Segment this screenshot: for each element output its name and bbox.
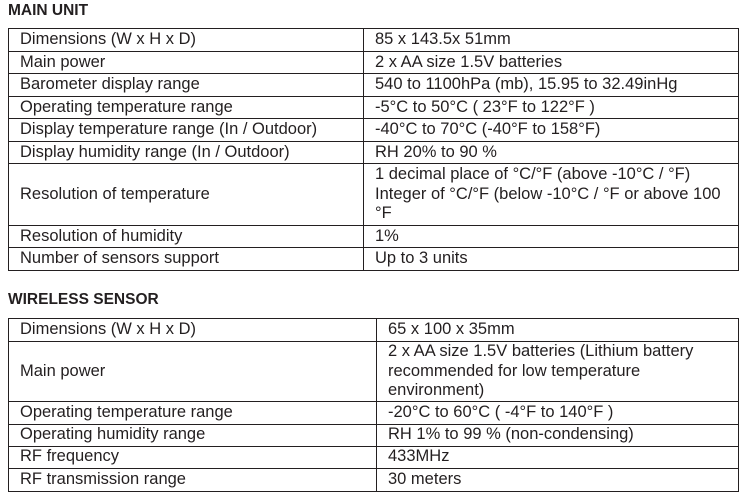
table-row [9,319,739,342]
table-row [9,424,739,446]
spec-label: Barometer display range [9,74,364,97]
table-row [9,74,739,97]
table-row [9,29,739,52]
wireless-sensor-heading: WIRELESS SENSOR [8,291,159,308]
spec-value: RH 1% to 99 % (non-condensing) [377,424,739,446]
spec-label: Resolution of temperature [9,164,364,226]
spec-label: RF frequency [9,446,377,468]
spec-value: -20°C to 60°C ( -4°F to 140°F ) [377,401,739,424]
spec-label: Main power [9,342,377,402]
table-row [9,226,739,248]
spec-label: Operating temperature range [9,97,364,119]
spec-value: 540 to 1100hPa (mb), 15.95 to 32.49inHg [364,74,739,97]
spec-label: RF transmission range [9,468,377,491]
spec-value: RH 20% to 90 % [364,142,739,164]
spec-value: 30 meters [377,468,739,491]
spec-value: 65 x 100 x 35mm [377,319,739,342]
table-row [9,248,739,271]
table-row [9,468,739,491]
spec-label: Display humidity range (In / Outdoor) [9,142,364,164]
spec-label: Operating humidity range [9,424,377,446]
spec-value: -5°C to 50°C ( 23°F to 122°F ) [364,97,739,119]
spec-value: 1 decimal place of °C/°F (above -10°C / °F) Integer of °C/°F (below -10°C / °F or above 100 °F [364,164,739,226]
main-unit-spec-table [8,28,739,271]
spec-label: Number of sensors support [9,248,364,271]
table-row [9,142,739,164]
main-unit-heading: MAIN UNIT [8,2,89,19]
table-row [9,446,739,468]
table-row [9,401,739,424]
wireless-sensor-spec-table [8,318,739,492]
spec-label: Main power [9,52,364,74]
spec-value: 1% [364,226,739,248]
spec-value: 433MHz [377,446,739,468]
spec-value: 2 x AA size 1.5V batteries [364,52,739,74]
spec-value: Up to 3 units [364,248,739,271]
table-row [9,119,739,142]
spec-value: 2 x AA size 1.5V batteries (Lithium battery recommended for low temperature environment) [377,342,739,402]
table-row [9,164,739,226]
spec-label: Operating temperature range [9,401,377,424]
spec-value: -40°C to 70°C (-40°F to 158°F) [364,119,739,142]
table-row [9,97,739,119]
spec-value: 85 x 143.5x 51mm [364,29,739,52]
spec-label: Display temperature range (In / Outdoor) [9,119,364,142]
spec-label: Dimensions (W x H x D) [9,319,377,342]
spec-label: Resolution of humidity [9,226,364,248]
table-row [9,342,739,402]
spec-label: Dimensions (W x H x D) [9,29,364,52]
table-row [9,52,739,74]
